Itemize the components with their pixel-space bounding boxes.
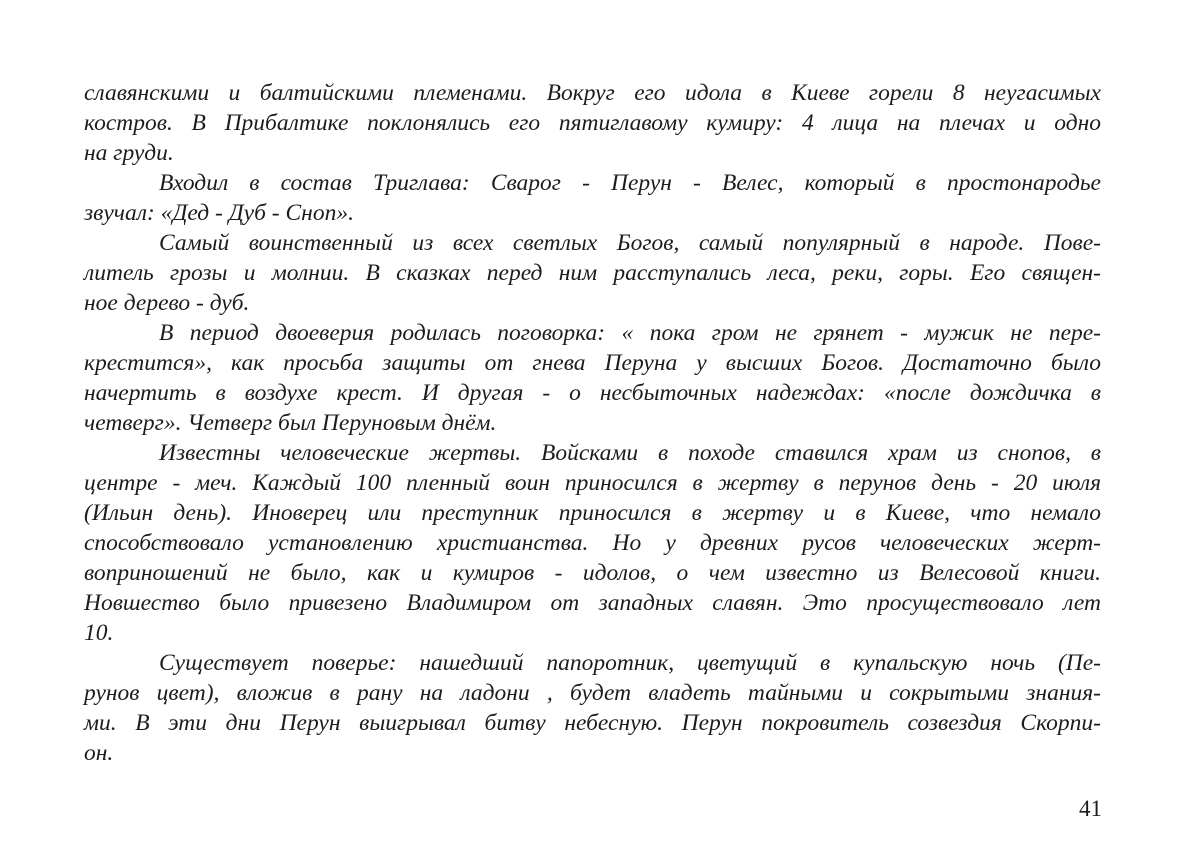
text-line: славянскими и балтийскими племенами. Вокруг его идола в Киеве горели 8 неугасимых [84,80,1101,106]
text-line: ное дерево - дуб. [84,290,250,316]
text-line: он. [84,740,114,766]
text-line: центре - меч. Каждый 100 пленный воин приносился в жертву в перунов день - 20 июля [84,470,1101,496]
text-line: звучал: «Дед - Дуб - Сноп». [84,200,354,226]
text-line: крестится», как просьба защиты от гнева Перуна у высших Богов. Достаточно было [84,350,1101,376]
paragraph [84,318,1101,438]
paragraph [84,648,1101,768]
text-line: костров. В Прибалтике поклонялись его пятиглавому кумиру: 4 лица на плечах и одно [84,110,1101,136]
text-line: Входил в состав Триглава: Сварог - Перун - Велес, который в простонародье [159,170,1101,196]
paragraph [84,168,1101,228]
paragraph [84,228,1101,318]
text-line: четверг». Четверг был Перуновым днём. [84,410,497,436]
text-line: начертить в воздухе крест. И другая - о несбыточных надеждах: «после дождичка в [84,380,1101,406]
text-line: способствовало установлению христианства. Но у древних русов человеческих жерт- [84,530,1101,556]
text-line: ми. В эти дни Перун выигрывал битву небесную. Перун покровитель созвездия Скорпи- [84,710,1101,736]
body-text [84,78,1101,768]
page-number: 41 [1079,796,1102,821]
text-line: Самый воинственный из всех светлых Богов, самый популярный в народе. Пове- [159,230,1101,256]
text-line: на груди. [84,140,174,166]
paragraph [84,78,1101,168]
text-line: литель грозы и молнии. В сказках перед ним расступались леса, реки, горы. Его священ- [84,260,1101,286]
text-line: (Ильин день). Иноверец или преступник приносился в жертву и в Киеве, что немало [84,500,1101,526]
text-line: Новшество было привезено Владимиром от западных славян. Это просуществовало лет [84,590,1101,616]
text-line: 10. [84,620,114,646]
text-line: воприношений не было, как и кумиров - идолов, о чем известно из Велесовой книги. [84,560,1101,586]
text-line: Существует поверье: нашедший папоротник, цветущий в купальскую ночь (Пе- [159,650,1101,676]
text-line: рунов цвет), вложив в рану на ладони , будет владеть тайными и сокрытыми знания- [84,680,1101,706]
text-line: В период двоеверия родилась поговорка: « пока гром не грянет - мужик не пере- [159,320,1101,346]
paragraph [84,438,1101,648]
text-line: Известны человеческие жертвы. Войсками в походе ставился храм из снопов, в [159,440,1101,466]
